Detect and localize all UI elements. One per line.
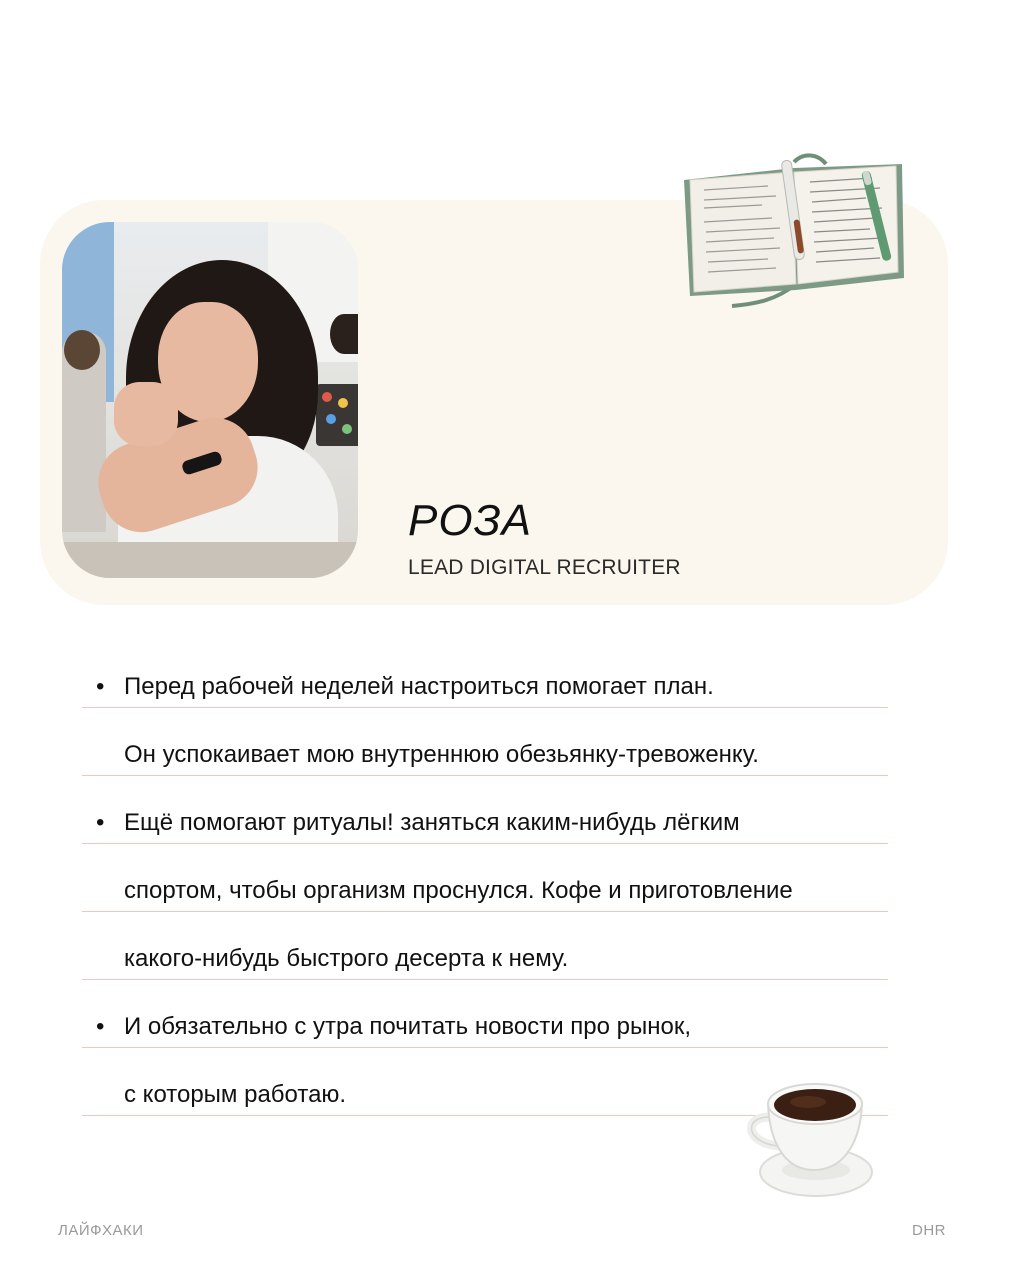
- tip-text: Перед рабочей неделей настроиться помогает план.: [124, 673, 714, 700]
- bullet: •: [96, 809, 105, 836]
- tip-text: И обязательно с утра почитать новости про рынок,: [124, 1013, 692, 1040]
- coffee-cup-illustration: [736, 1068, 876, 1204]
- tip-text: Ещё помогают ритуалы! заняться каким-нибудь лёгким: [124, 809, 740, 836]
- person-name: РОЗА: [408, 496, 532, 545]
- list-item: [82, 844, 888, 912]
- list-item: [82, 640, 888, 708]
- tip-text: Он успокаивает мою внутреннюю обезьянку-тревоженку.: [124, 741, 759, 768]
- tip-text: с которым работаю.: [124, 1081, 347, 1108]
- list-item: [82, 776, 888, 844]
- tips-list: [82, 640, 888, 1116]
- portrait-photo: [62, 222, 358, 578]
- list-item: [82, 708, 888, 776]
- list-item: [82, 912, 888, 980]
- tip-text: какого-нибудь быстрого десерта к нему.: [124, 945, 569, 972]
- person-role: LEAD DIGITAL RECRUITER: [408, 556, 681, 579]
- footer-category: ЛАЙФХАКИ: [58, 1222, 144, 1239]
- list-item: [82, 980, 888, 1048]
- tip-text: спортом, чтобы организм проснулся. Кофе и приготовление: [124, 877, 793, 904]
- bullet: •: [96, 1013, 105, 1040]
- bullet: •: [96, 673, 105, 700]
- notebook-illustration: [676, 150, 908, 314]
- footer-brand: DHR: [912, 1222, 946, 1239]
